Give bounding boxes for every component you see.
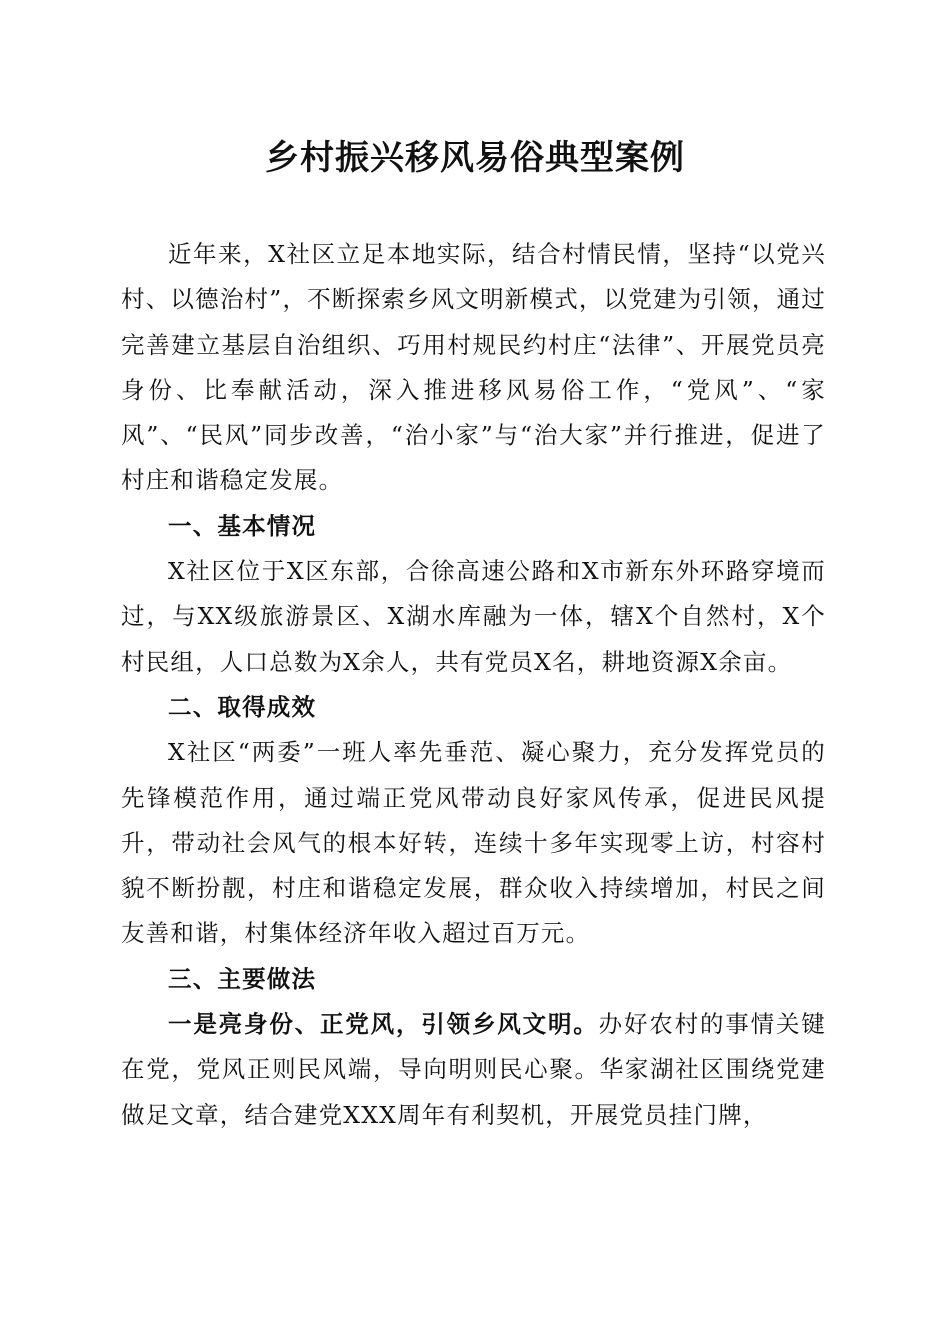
section-paragraph-basic-info: X社区位于X区东部，合徐高速公路和X市新东外环路穿境而过，与XX级旅游景区、X湖水库融为一体，辖X个自然村，X个村民组，人口总数为X余人，共有党员X名，耕地资源X余亩。 xyxy=(121,557,826,676)
section-paragraph-achievements: X社区“两委”一班人率先垂范、凝心聚力，充分发挥党员的先锋模范作用，通过端正党风带动良好家风传承，促进民风提升，带动社会风气的根本好转，连续十多年实现零上访，村容村貌不断扮靓，村庄和谐稳定发展，群众收入持续增加，村民之间友善和谐，村集体经济年收入超过百万元。 xyxy=(121,738,826,948)
section-heading-achievements: 二、取得成效 xyxy=(168,692,317,721)
document-body xyxy=(121,232,826,1138)
section-paragraph-main-practices xyxy=(121,1002,826,1138)
section-heading-main-practices: 三、主要做法 xyxy=(168,964,317,993)
practice-lead-sentence: 一是亮身份、正党风，引领乡风文明。 xyxy=(168,1010,599,1039)
practice-body-text: 办好农村的事情关键在党，党风正则民风端，导向明则民心聚。华家湖社区围绕党建做足文章，结合建党XXX周年有利契机，开展党员挂门牌， xyxy=(121,1010,826,1129)
section-heading-basic-info: 一、基本情况 xyxy=(168,511,317,540)
document-title: 乡村振兴移风易俗典型案例 xyxy=(265,138,685,178)
intro-paragraph: 近年来，X社区立足本地实际，结合村情民情，坚持“以党兴村、以德治村”，不断探索乡风文明新模式，以党建为引领，通过完善建立基层自治组织、巧用村规民约村庄“法律”、开展党员亮身份、比奉献活动，深入推进移风易俗工作，“党风”、“家风”、“民风”同步改善，“治小家”与“治大家”并行推进，促进了村庄和谐稳定发展。 xyxy=(121,240,826,495)
